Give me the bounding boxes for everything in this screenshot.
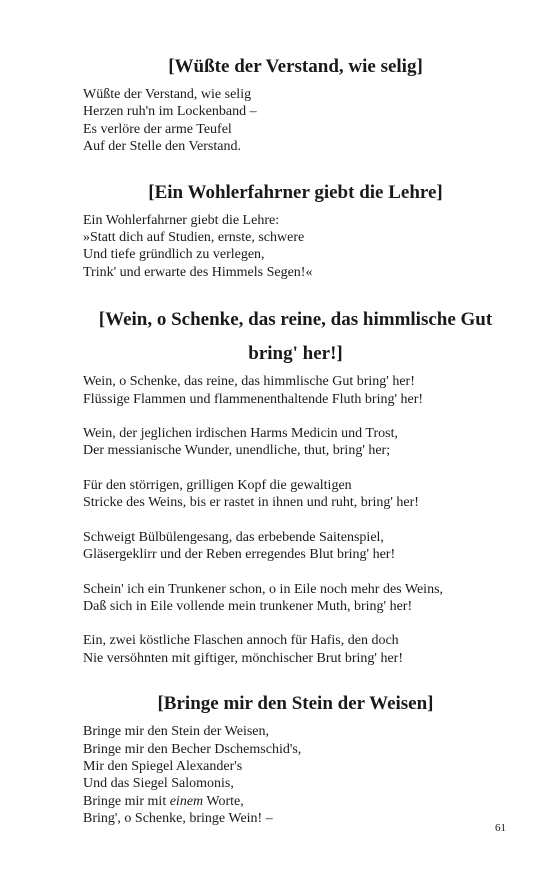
- stanza: [83, 632, 508, 667]
- page-number: 61: [495, 822, 506, 834]
- verse-line: Und das Siegel Salomonis,: [83, 776, 234, 792]
- verse-line: Es verlöre der arme Teufel: [83, 121, 232, 137]
- stanza: [83, 373, 508, 408]
- verse-line: Bringe mir den Stein der Weisen,: [83, 724, 270, 740]
- verse-line: Mir den Spiegel Alexander's: [83, 758, 243, 774]
- stanza: [83, 477, 508, 512]
- verse-line: Ein Wohlerfahrner giebt die Lehre:: [83, 212, 280, 228]
- poem-wein: [83, 303, 508, 667]
- verse-line: Bringe mir den Becher Dschemschid's,: [83, 741, 302, 757]
- verse-line: Flüssige Flammen und flammenenthaltende Fluth bring' her!: [83, 391, 424, 407]
- poem-title: [Ein Wohlerfahrner giebt die Lehre]: [148, 181, 443, 203]
- verse-line: Daß sich in Eile vollende mein trunkener Muth, bring' her!: [83, 598, 413, 614]
- verse-line: Nie versöhnten mit giftiger, mönchischer Brut bring' her!: [83, 650, 403, 666]
- verse-line: Der messianische Wunder, unendliche, thut, bring' her;: [83, 443, 391, 459]
- verse-line: Stricke des Weins, bis er rastet in ihnen und ruht, bring' her!: [83, 495, 419, 511]
- verse-line: Bring', o Schenke, bringe Wein! –: [83, 811, 273, 827]
- verse-line: Wüßte der Verstand, wie selig: [83, 87, 252, 102]
- verse-line: »Statt dich auf Studien, ernste, schwere: [83, 230, 305, 246]
- verse-line: Wein, o Schenke, das reine, das himmlische Gut bring' her!: [83, 374, 415, 390]
- poem-title: [Wein, o Schenke, das reine, das himmlische Gut bring' her!]: [98, 309, 493, 365]
- verse-line: Herzen ruh'n im Lockenband –: [83, 104, 257, 120]
- stanza: [83, 723, 508, 827]
- poem-title: [Wüßte der Verstand, wie selig]: [168, 56, 423, 77]
- poem-title: [Bringe mir den Stein der Weisen]: [157, 693, 434, 715]
- verse-line: Auf der Stelle den Verstand.: [83, 139, 241, 155]
- verse-line: [83, 793, 508, 810]
- verse-line: Gläsergeklirr und der Reben erregendes Blut bring' her!: [83, 547, 396, 563]
- verse-line: Für den störrigen, grilligen Kopf die gewaltigen: [83, 477, 352, 493]
- verse-line: Trink' und erwarte des Himmels Segen!«: [83, 264, 313, 280]
- poem-verstand: [83, 52, 508, 156]
- verse-line: Schweigt Bülbülengesang, das erbebende Saitenspiel,: [83, 529, 384, 545]
- verse-line: Wein, der jeglichen irdischen Harms Medicin und Trost,: [83, 426, 398, 442]
- stanza: [83, 212, 508, 282]
- verse-text: Worte,: [203, 793, 244, 809]
- stanza: [83, 581, 508, 616]
- stanza: [83, 86, 508, 156]
- poem-stein-der-weisen: [83, 689, 508, 827]
- verse-text: Bringe mir mit: [83, 793, 170, 809]
- poem-wohlerfahrner: [83, 178, 508, 282]
- verse-line: Schein' ich ein Trunkener schon, o in Eile noch mehr des Weins,: [83, 581, 444, 597]
- book-page: [83, 52, 508, 850]
- verse-line: Ein, zwei köstliche Flaschen annoch für Hafis, den doch: [83, 633, 399, 649]
- stanza: [83, 529, 508, 564]
- emphasized-word: einem: [169, 793, 204, 809]
- stanza: [83, 425, 508, 460]
- verse-line: Und tiefe gründlich zu verlegen,: [83, 247, 265, 263]
